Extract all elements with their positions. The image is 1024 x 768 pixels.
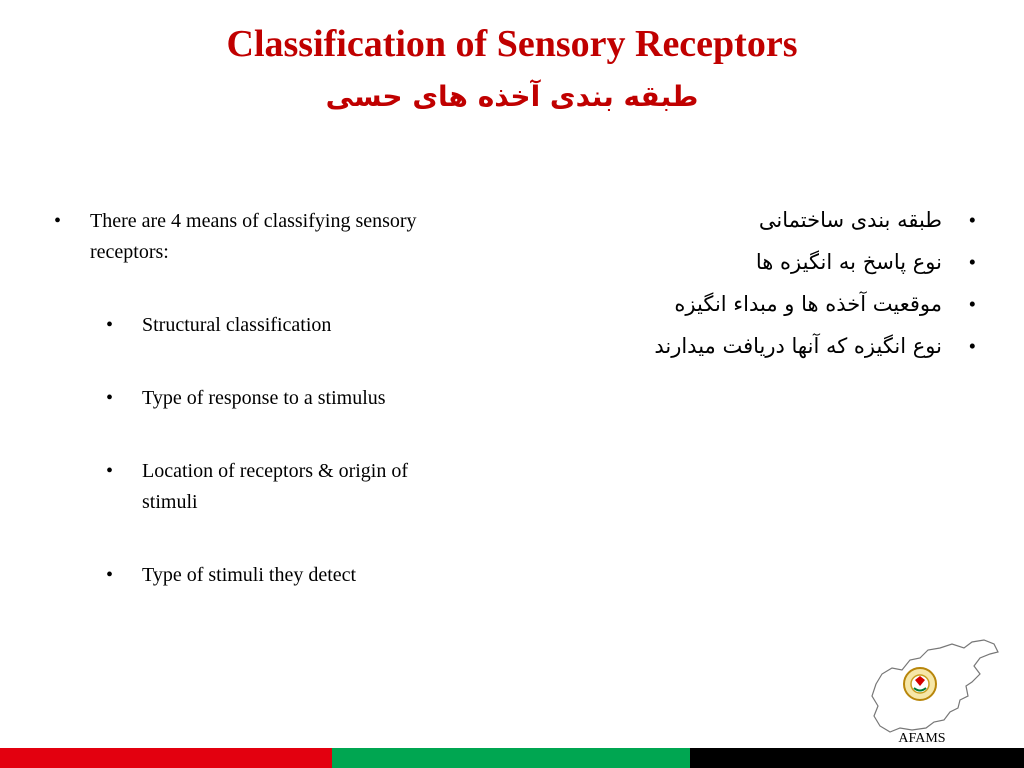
- list-item: [600, 202, 990, 238]
- bullet-icon: •: [54, 210, 62, 232]
- persian-item-text: موقعیت آخذه ها و مبداء انگیزه: [674, 292, 942, 316]
- intro-text: There are 4 means of classifying sensory receptors:: [90, 210, 417, 263]
- list-item: [52, 310, 422, 341]
- english-bullet-list: [52, 206, 422, 591]
- list-item: [600, 286, 990, 322]
- sub-item-text: Structural classification: [142, 314, 332, 336]
- bullet-icon: •: [106, 564, 114, 586]
- sub-item-text: Type of stimuli they detect: [142, 564, 357, 586]
- list-item: [52, 560, 422, 591]
- bullet-icon: •: [968, 208, 976, 232]
- footer-stripe-black: [690, 748, 1024, 768]
- persian-item-text: نوع پاسخ به انگیزه ها: [755, 250, 942, 274]
- persian-item-text: طبقه بندی ساختمانی: [758, 208, 942, 232]
- bullet-icon: •: [106, 387, 114, 409]
- footer-stripe-green: [332, 748, 690, 768]
- list-item: [600, 244, 990, 280]
- slide-title-persian: طبقه بندی آخذه های حسی: [325, 80, 699, 113]
- list-item: [52, 456, 422, 518]
- afghanistan-map-logo: [868, 636, 1002, 736]
- bullet-icon: •: [968, 250, 976, 274]
- persian-bullet-list: [600, 202, 990, 370]
- sub-item-text: Location of receptors & origin of stimuli: [142, 460, 409, 513]
- afams-label: AFAMS: [898, 731, 946, 746]
- sub-item-text: Type of response to a stimulus: [142, 387, 386, 409]
- bullet-icon: •: [106, 314, 114, 336]
- slide-title: Classification of Sensory Receptors: [226, 23, 798, 65]
- footer-stripe-red: [0, 748, 332, 768]
- bullet-icon: •: [968, 292, 976, 316]
- bullet-icon: •: [106, 460, 114, 482]
- persian-item-text: نوع انگیزه که آنها دریافت میدارند: [654, 334, 942, 358]
- bullet-icon: •: [968, 334, 976, 358]
- list-item: [52, 383, 422, 414]
- list-item: [600, 328, 990, 364]
- list-item: [52, 206, 422, 268]
